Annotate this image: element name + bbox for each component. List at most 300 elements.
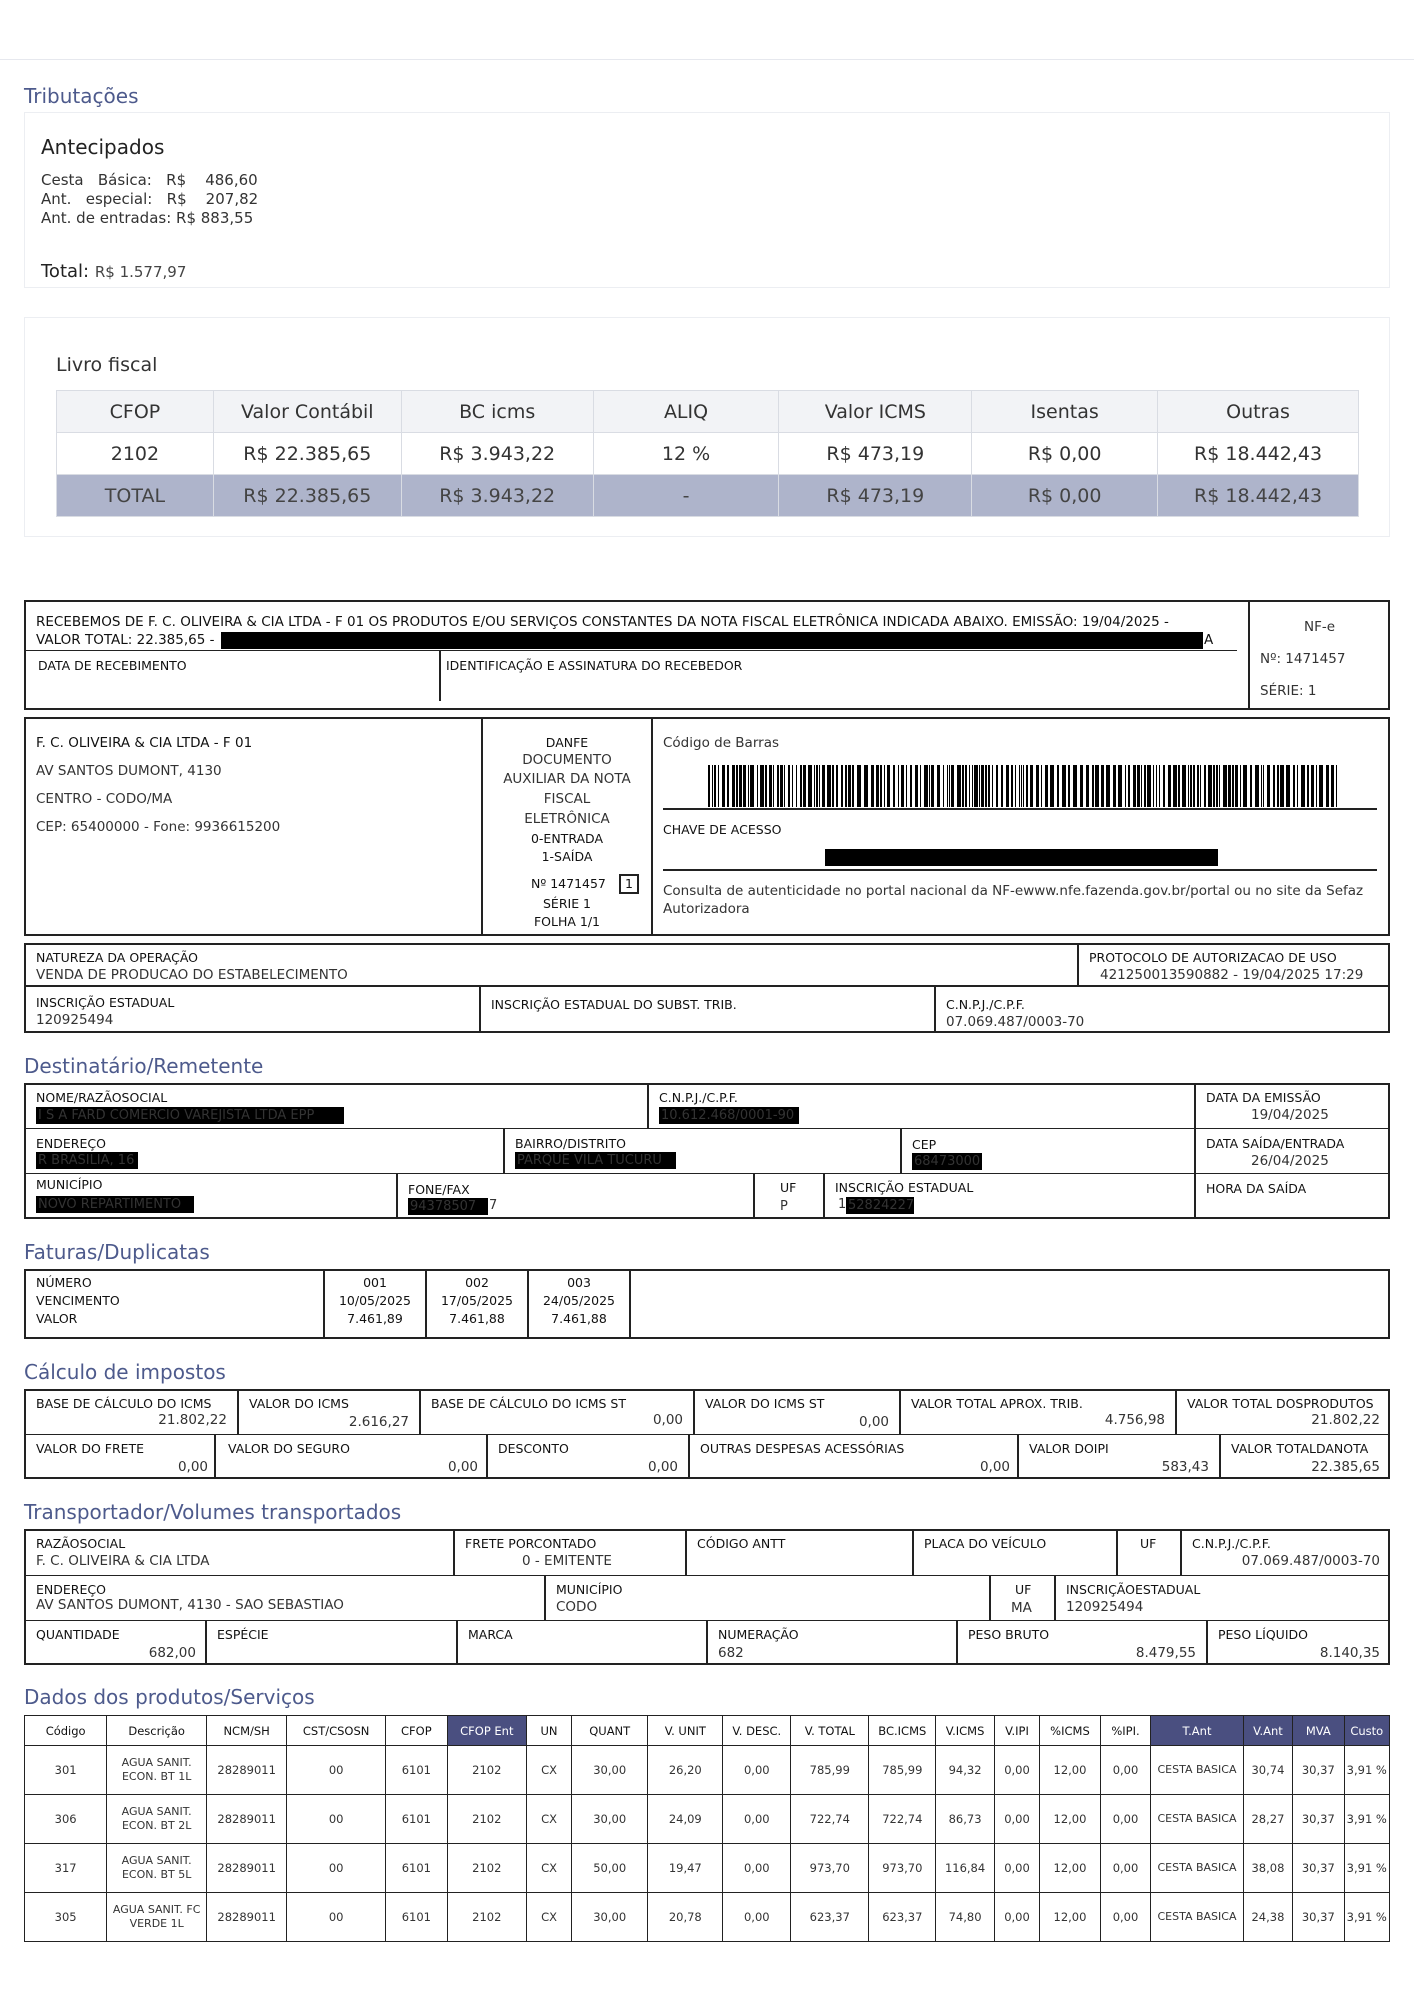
barcode-bar <box>1006 765 1009 807</box>
ie-value: 120925494 <box>36 1012 114 1028</box>
dest-fone-tail: 7 <box>489 1198 498 1213</box>
barcode-bar <box>803 765 806 807</box>
prod-header: CST/CSOSN <box>287 1716 386 1746</box>
barcode-bar <box>974 765 978 807</box>
transp-peso-bruto-label: PESO BRUTO <box>968 1627 1050 1642</box>
divider <box>205 1620 207 1665</box>
barcode-bar <box>1197 765 1199 807</box>
prod-header: MVA <box>1293 1716 1344 1746</box>
prod-cell: 2102 <box>447 1893 526 1942</box>
section-title-calculo: Cálculo de impostos <box>24 1360 226 1384</box>
barcode-bar <box>1280 765 1284 807</box>
dest-endereco-label: ENDEREÇO <box>36 1136 106 1151</box>
livro-header-cell: ALIQ <box>593 391 779 433</box>
dest-ie-label: INSCRIÇÃO ESTADUAL <box>835 1180 974 1195</box>
prod-cell: AGUA SANIT. FC VERDE 1L <box>107 1893 207 1942</box>
dest-cep-value: 68473000 <box>914 1154 981 1169</box>
barcode-bar <box>1045 765 1048 807</box>
barcode-bar <box>1128 765 1130 807</box>
livro-fiscal-card <box>24 317 1390 537</box>
calc-value: 2.616,27 <box>348 1414 409 1430</box>
redaction-bar <box>221 632 1203 649</box>
prod-cell: 38,08 <box>1243 1844 1292 1893</box>
barcode-bar <box>981 765 984 807</box>
barcode-bar <box>784 765 785 807</box>
nfe-label: NF-e <box>1304 619 1336 635</box>
dest-uf-value: P <box>780 1199 788 1214</box>
barcode-bar <box>708 765 710 807</box>
prod-cell: 28289011 <box>207 1795 287 1844</box>
prod-cell: 12,00 <box>1040 1844 1101 1893</box>
dest-bairro-label: BAIRRO/DISTRITO <box>515 1136 626 1151</box>
danfe-title: DANFE <box>545 735 589 750</box>
prod-header: Código <box>25 1716 107 1746</box>
barcode-bar <box>1101 765 1104 807</box>
divider <box>1116 1529 1118 1575</box>
produtos-table <box>24 1715 1390 1942</box>
prod-cell: 2102 <box>447 1795 526 1844</box>
prod-header: V.IPI <box>994 1716 1039 1746</box>
dest-bairro-value: PARQUE VILA TUCURU <box>515 1152 676 1169</box>
fatura-label-vencimento: VENCIMENTO <box>36 1293 120 1308</box>
transp-frete-label: FRETE PORCONTADO <box>465 1536 597 1551</box>
divider <box>651 717 653 936</box>
prod-cell: AGUA SANIT. ECON. BT 5L <box>107 1844 207 1893</box>
prod-cell: 28289011 <box>207 1844 287 1893</box>
barcode-bar <box>1208 765 1212 807</box>
section-title-transportador: Transportador/Volumes transportados <box>24 1500 402 1524</box>
barcode-bar <box>1147 765 1151 807</box>
divider <box>663 869 1377 871</box>
antecipados-card <box>24 112 1390 288</box>
livro-cell: R$ 22.385,65 <box>213 433 401 475</box>
divider <box>685 1529 687 1575</box>
barcode-bar <box>1267 765 1270 807</box>
barcode-bar <box>1021 765 1022 807</box>
divider <box>900 1128 902 1173</box>
prod-cell: 30,37 <box>1293 1893 1344 1942</box>
transp-ie-value: 120925494 <box>1066 1599 1144 1615</box>
prod-cell: 0,00 <box>994 1844 1039 1893</box>
dest-municipio-value: NOVO REPARTIMENTO <box>36 1196 194 1213</box>
livro-total-cell: TOTAL <box>57 475 214 517</box>
barcode-bar <box>1023 765 1024 807</box>
calc-label: VALOR DO FRETE <box>36 1441 145 1456</box>
barcode-bar <box>857 765 861 807</box>
transp-cnpj-value: 07.069.487/0003-70 <box>1241 1553 1380 1569</box>
transp-marca-label: MARCA <box>468 1627 513 1642</box>
dest-emissao-value: 19/04/2025 <box>1251 1107 1329 1123</box>
barcode-bar <box>884 765 885 807</box>
livro-cell: R$ 18.442,43 <box>1158 433 1359 475</box>
prod-cell: 00 <box>287 1746 386 1795</box>
livro-header-cell: Isentas <box>972 391 1158 433</box>
barcode-bar <box>1331 765 1334 807</box>
barcode-bar <box>1250 765 1252 807</box>
prod-cell: 0,00 <box>994 1795 1039 1844</box>
barcode-bar <box>1057 765 1059 807</box>
barcode-bar <box>1019 765 1020 807</box>
barcode-bar <box>1001 765 1003 807</box>
barcode-bar <box>1163 765 1165 807</box>
codigo-barras-label: Código de Barras <box>663 735 779 751</box>
barcode-bar <box>910 765 912 807</box>
calc-value: 0,00 <box>652 1412 683 1428</box>
divider <box>479 987 481 1033</box>
antecipados-line: Cesta Básica: R$ 486,60 <box>41 171 258 189</box>
dest-municipio-label: MUNICÍPIO <box>36 1177 103 1192</box>
barcode-bar <box>1118 765 1122 807</box>
prod-cell: 00 <box>287 1893 386 1942</box>
barcode-bar <box>949 765 950 807</box>
prod-cell: 301 <box>25 1746 107 1795</box>
barcode-bar <box>736 765 738 807</box>
fatura-valor: 7.461,88 <box>551 1311 607 1326</box>
barcode-bar <box>1106 765 1110 807</box>
prod-header: V. UNIT <box>648 1716 723 1746</box>
transp-uf-label: UF <box>1140 1536 1157 1551</box>
prod-cell: 6101 <box>386 1844 448 1893</box>
livro-cell: 12 % <box>593 433 779 475</box>
calc-label: BASE DE CÁLCULO DO ICMS <box>36 1396 212 1411</box>
livro-total-cell: R$ 22.385,65 <box>213 475 401 517</box>
prod-cell: AGUA SANIT. ECON. BT 2L <box>107 1795 207 1844</box>
barcode-bar <box>1286 765 1290 807</box>
barcode-bar <box>920 765 921 807</box>
barcode-bar <box>1156 765 1157 807</box>
prod-header: V.ICMS <box>936 1716 995 1746</box>
prod-header: %IPI. <box>1100 1716 1150 1746</box>
barcode-bar <box>1193 765 1195 807</box>
danfe-line: ELETRÔNICA <box>524 811 610 827</box>
consulta-text: Autorizadora <box>663 901 750 917</box>
dest-ie-value: 52824227 <box>848 1198 914 1213</box>
barcode-bar <box>1141 765 1142 807</box>
barcode-bar <box>1190 765 1192 807</box>
barcode-bar <box>893 765 895 807</box>
barcode-bar <box>836 765 838 807</box>
natureza-value: VENDA DE PRODUCAO DO ESTABELECIMENTO <box>36 967 348 983</box>
prod-cell: 30,00 <box>572 1893 648 1942</box>
prod-cell: 6101 <box>386 1795 448 1844</box>
prod-header: %ICMS <box>1040 1716 1101 1746</box>
prod-cell: 30,00 <box>572 1746 648 1795</box>
fatura-vencimento: 17/05/2025 <box>440 1293 514 1308</box>
divider <box>214 1434 216 1479</box>
transp-endereco-value: AV SANTOS DUMONT, 4130 - SAO SEBASTIAO <box>36 1597 344 1613</box>
dest-hora-label: HORA DA SAÍDA <box>1206 1181 1307 1196</box>
barcode-bar <box>819 765 820 807</box>
barcode-bar <box>1200 765 1201 807</box>
barcode-bar <box>788 765 790 807</box>
top-bar <box>0 0 1414 60</box>
prod-header: Custo <box>1344 1716 1389 1746</box>
divider <box>956 1620 958 1665</box>
livro-header-cell: Valor Contábil <box>213 391 401 433</box>
barcode-bar <box>722 765 725 807</box>
divider <box>24 1173 1390 1174</box>
barcode-bar <box>852 765 854 807</box>
fatura-numero: 002 <box>465 1275 489 1290</box>
barcode-bar <box>743 765 746 807</box>
ie-label: INSCRIÇÃO ESTADUAL <box>36 995 175 1010</box>
transp-razao-label: RAZÃOSOCIAL <box>36 1536 126 1551</box>
fatura-label-numero: NÚMERO <box>36 1275 92 1290</box>
prod-cell: 26,20 <box>648 1746 723 1795</box>
fatura-numero: 001 <box>363 1275 387 1290</box>
divider <box>453 1529 455 1575</box>
prod-cell: 306 <box>25 1795 107 1844</box>
divider <box>1248 600 1250 710</box>
table-row <box>25 1746 1390 1795</box>
calc-label: VALOR TOTAL DOSPRODUTOS <box>1187 1396 1374 1411</box>
prod-cell: 12,00 <box>1040 1893 1101 1942</box>
divider <box>456 1620 458 1665</box>
barcode-bar <box>962 765 964 807</box>
consulta-text: Consulta de autenticidade no portal nacional da NF-ewww.nfe.fazenda.gov.br/portal ou no site da Sefaz <box>663 883 1364 899</box>
divider <box>688 1434 690 1479</box>
prod-cell: 722,74 <box>869 1795 936 1844</box>
barcode-bar <box>992 765 993 807</box>
divider <box>544 1575 546 1620</box>
calc-label: VALOR DO ICMS <box>249 1396 349 1411</box>
barcode-bar <box>777 765 779 807</box>
danfe-line: FISCAL <box>543 791 591 807</box>
canhoto-text: VALOR TOTAL: 22.385,65 - <box>36 632 215 648</box>
emitente-nome: F. C. OLIVEIRA & CIA LTDA - F 01 <box>36 735 253 751</box>
barcode-bar <box>965 765 967 807</box>
section-title-produtos: Dados dos produtos/Serviços <box>24 1685 315 1709</box>
divider <box>1017 1434 1019 1479</box>
prod-cell: 0,00 <box>1100 1795 1150 1844</box>
barcode-bar <box>1293 765 1295 807</box>
divider <box>693 1389 695 1434</box>
barcode-bar <box>1113 765 1116 807</box>
section-title-destinatario: Destinatário/Remetente <box>24 1054 264 1078</box>
prod-cell: 116,84 <box>936 1844 995 1893</box>
livro-cell: 2102 <box>57 433 214 475</box>
barcode-bar <box>816 765 818 807</box>
ie-st-label: INSCRIÇÃO ESTADUAL DO SUBST. TRIB. <box>491 997 737 1012</box>
livro-cell: R$ 0,00 <box>972 433 1158 475</box>
divider <box>1180 1529 1182 1575</box>
barcode-bar <box>1144 765 1146 807</box>
transp-uf2-label: UF <box>1015 1582 1032 1597</box>
prod-cell: 20,78 <box>648 1893 723 1942</box>
calc-label: VALOR DO ICMS ST <box>705 1396 825 1411</box>
barcode-bar <box>880 765 882 807</box>
barcode-bar <box>1026 765 1028 807</box>
dest-fone-label: FONE/FAX <box>408 1182 470 1197</box>
divider <box>663 808 1377 810</box>
barcode-bar <box>1073 765 1077 807</box>
prod-cell: 30,37 <box>1293 1795 1344 1844</box>
barcode-bar <box>972 765 973 807</box>
calc-label: VALOR DO SEGURO <box>228 1441 350 1456</box>
barcode-bar <box>1050 765 1054 807</box>
danfe-line: AUXILIAR DA NOTA <box>503 771 631 787</box>
barcode-bar <box>943 765 944 807</box>
divider <box>396 1173 398 1219</box>
barcode-bar <box>727 765 729 807</box>
barcode-bar <box>814 765 815 807</box>
emitente-cep: CEP: 65400000 - Fone: 9936615200 <box>36 819 281 835</box>
divider <box>753 1173 755 1219</box>
prod-header: CFOP <box>386 1716 448 1746</box>
prod-cell: 3,91 % <box>1344 1795 1389 1844</box>
barcode-bar <box>996 765 998 807</box>
prod-header: V.Ant <box>1243 1716 1292 1746</box>
divider <box>1206 1620 1208 1665</box>
barcode-bar <box>769 765 772 807</box>
prod-cell: 3,91 % <box>1344 1844 1389 1893</box>
barcode-bar <box>750 765 754 807</box>
calc-label: BASE DE CÁLCULO DO ICMS ST <box>431 1396 626 1411</box>
barcode-bar <box>748 765 749 807</box>
table-row <box>25 1795 1390 1844</box>
total-label: Total: <box>41 261 90 282</box>
antecipados-total <box>41 261 186 282</box>
barcode-image <box>708 765 1338 807</box>
prod-cell: 50,00 <box>572 1844 648 1893</box>
barcode-bar <box>906 765 907 807</box>
barcode-bar <box>1336 765 1337 807</box>
calc-value: 21.802,22 <box>158 1412 227 1428</box>
barcode-bar <box>1235 765 1238 807</box>
prod-cell: 28,27 <box>1243 1795 1292 1844</box>
barcode-bar <box>1153 765 1154 807</box>
barcode-bar <box>1062 765 1066 807</box>
transp-endereco-label: ENDEREÇO <box>36 1582 106 1597</box>
transp-numeracao-label: NUMERAÇÃO <box>718 1627 799 1642</box>
barcode-bar <box>1030 765 1033 807</box>
barcode-bar <box>1137 765 1140 807</box>
divider <box>647 1083 649 1128</box>
divider <box>1219 1434 1221 1479</box>
barcode-bar <box>718 765 719 807</box>
prod-cell: CX <box>526 1893 571 1942</box>
danfe-numero: Nº 1471457 <box>531 876 606 891</box>
fatura-vencimento: 10/05/2025 <box>338 1293 412 1308</box>
divider <box>899 1389 901 1434</box>
emitente-bairro: CENTRO - CODO/MA <box>36 791 173 807</box>
transp-placa-label: PLACA DO VEÍCULO <box>924 1536 1047 1551</box>
livro-header-cell: Outras <box>1158 391 1359 433</box>
dest-cnpj-value: 10.612.468/0001-90 <box>659 1107 799 1124</box>
prod-cell: 30,37 <box>1293 1844 1344 1893</box>
prod-header: QUANT <box>572 1716 648 1746</box>
prod-cell: 28289011 <box>207 1893 287 1942</box>
prod-cell: 74,80 <box>936 1893 995 1942</box>
prod-cell: CESTA BASICA <box>1151 1795 1244 1844</box>
divider <box>823 1173 825 1219</box>
barcode-bar <box>947 765 948 807</box>
prod-cell: 785,99 <box>869 1746 936 1795</box>
barcode-bar <box>1216 765 1218 807</box>
transp-peso-liquido-label: PESO LÍQUIDO <box>1218 1627 1308 1642</box>
transp-ie-label: INSCRIÇÃOESTADUAL <box>1066 1582 1201 1597</box>
prod-cell: 0,00 <box>1100 1893 1150 1942</box>
prod-cell: 3,91 % <box>1344 1893 1389 1942</box>
divider <box>1077 943 1079 987</box>
barcode-bar <box>1204 765 1206 807</box>
transp-peso-bruto-value: 8.479,55 <box>1135 1645 1196 1661</box>
protocolo-label: PROTOCOLO DE AUTORIZACAO DE USO <box>1089 950 1337 965</box>
barcode-bar <box>1080 765 1083 807</box>
divider <box>24 1434 1390 1435</box>
barcode-bar <box>1307 765 1309 807</box>
transp-municipio-label: MUNICÍPIO <box>556 1582 623 1597</box>
nfe-numero: Nº: 1471457 <box>1260 651 1346 667</box>
barcode-bar <box>792 765 793 807</box>
calc-value: 0,00 <box>447 1459 478 1475</box>
barcode-bar <box>1086 765 1089 807</box>
prod-cell: CESTA BASICA <box>1151 1893 1244 1942</box>
prod-cell: 0,00 <box>1100 1844 1150 1893</box>
barcode-bar <box>848 765 851 807</box>
barcode-bar <box>808 765 812 807</box>
livro-header-cell: BC icms <box>401 391 593 433</box>
livro-header-cell: Valor ICMS <box>779 391 972 433</box>
calc-label: VALOR DOIPI <box>1029 1441 1109 1456</box>
prod-cell: 305 <box>25 1893 107 1942</box>
antecipados-line: Ant. especial: R$ 207,82 <box>41 190 259 208</box>
barcode-bar <box>765 765 767 807</box>
divider <box>486 1434 488 1479</box>
barcode-bar <box>712 765 713 807</box>
livro-total-cell: R$ 18.442,43 <box>1158 475 1359 517</box>
dest-nome-label: NOME/RAZÃOSOCIAL <box>36 1090 168 1105</box>
prod-cell: 00 <box>287 1844 386 1893</box>
danfe-folha: FOLHA 1/1 <box>533 914 601 929</box>
livro-header-row <box>57 391 1359 433</box>
divider <box>629 1269 631 1339</box>
prod-cell: 0,00 <box>723 1844 791 1893</box>
prod-cell: 0,00 <box>1100 1746 1150 1795</box>
barcode-bar <box>1219 765 1220 807</box>
dest-uf-label: UF <box>780 1180 797 1195</box>
livro-fiscal-table <box>56 390 1359 517</box>
prod-cell: 973,70 <box>791 1844 869 1893</box>
prod-cell: 24,09 <box>648 1795 723 1844</box>
barcode-bar <box>1240 765 1241 807</box>
nfe-serie: SÉRIE: 1 <box>1260 683 1317 699</box>
prod-cell: CX <box>526 1844 571 1893</box>
barcode-bar <box>951 765 954 807</box>
barcode-bar <box>1159 765 1160 807</box>
barcode-bar <box>887 765 890 807</box>
chave-acesso-label: CHAVE DE ACESSO <box>663 822 782 837</box>
transp-razao-value: F. C. OLIVEIRA & CIA LTDA <box>36 1553 210 1569</box>
barcode-bar <box>780 765 783 807</box>
section-title-faturas: Faturas/Duplicatas <box>24 1240 210 1264</box>
prod-cell: 30,74 <box>1243 1746 1292 1795</box>
barcode-bar <box>1036 765 1039 807</box>
divider <box>24 650 1237 651</box>
prod-cell: 19,47 <box>648 1844 723 1893</box>
prod-header: Descrição <box>107 1716 207 1746</box>
prod-cell: 86,73 <box>936 1795 995 1844</box>
livro-total-cell: - <box>593 475 779 517</box>
prod-cell: 28289011 <box>207 1746 287 1795</box>
prod-cell: 3,91 % <box>1344 1746 1389 1795</box>
divider <box>24 1128 1390 1129</box>
barcode-bar <box>901 765 904 807</box>
prod-cell: 24,38 <box>1243 1893 1292 1942</box>
transp-municipio-value: CODO <box>556 1599 598 1615</box>
barcode-bar <box>1316 765 1317 807</box>
barcode-bar <box>929 765 930 807</box>
